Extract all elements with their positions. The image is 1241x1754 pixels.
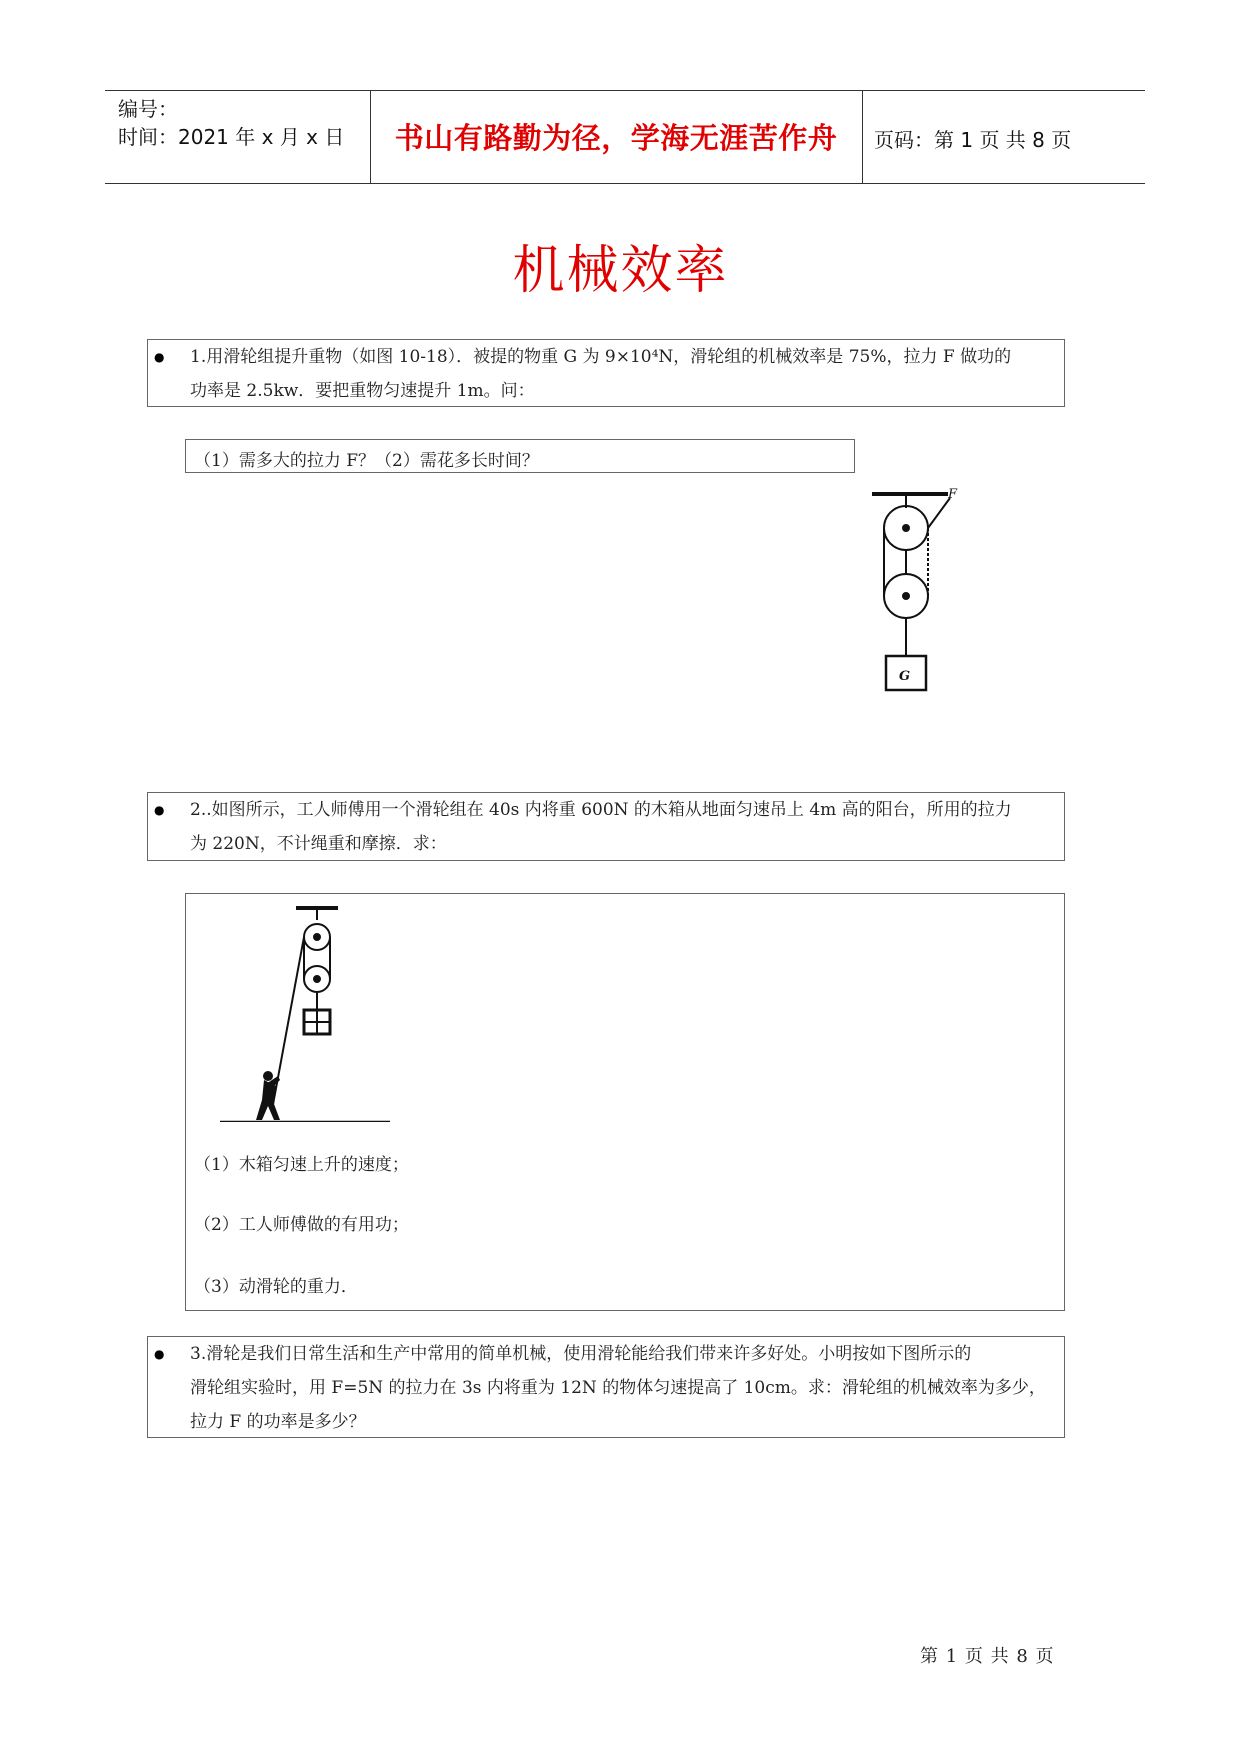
question-2-box	[147, 792, 1065, 861]
header-bottom-rule	[105, 183, 1145, 184]
pulley-block-figure	[868, 488, 958, 694]
figure-1-force-label: F	[948, 488, 958, 502]
question-1-sub-box	[185, 439, 855, 473]
page-title: 机械效率	[512, 241, 729, 301]
question-1-line-1: 1.用滑轮组提升重物（如图 10-18）．被提的物重 G 为 9×10⁴N，滑轮组的机械效率是 75%，拉力 F 做功的	[190, 347, 1012, 367]
question-1-box	[147, 339, 1065, 407]
header-number-label: 编号：	[118, 97, 178, 121]
question-2-line-1: 2..如图所示，工人师傅用一个滑轮组在 40s 内将重 600N 的木箱从地面匀速吊上 4m 高的阳台，所用的拉力	[190, 800, 1012, 820]
bullet-icon: ●	[154, 1347, 165, 1361]
question-3-text	[190, 1337, 1056, 1439]
question-2-sub-2: （2）工人师傅做的有用功；	[194, 1215, 409, 1235]
footer-page-number: 第 1 页 共 8 页	[920, 1646, 1055, 1667]
worker-pulley-figure	[200, 900, 390, 1122]
question-1-line-2: 功率是 2.5kw．要把重物匀速提升 1m。问：	[190, 381, 535, 401]
header-top-rule	[105, 90, 1145, 91]
figure-1-weight-label: G	[899, 669, 911, 684]
question-1-sub-text: （1）需多大的拉力 F？（2）需花多长时间？	[194, 451, 539, 471]
question-2-detail-box	[185, 893, 1065, 1311]
header-time-label: 时间：2021 年 x 月 x 日	[118, 125, 345, 149]
question-3-line-3: 拉力 F 的功率是多少？	[190, 1412, 366, 1432]
header-meta	[118, 95, 344, 151]
bullet-icon: ●	[154, 350, 165, 364]
question-2-text	[190, 793, 1056, 861]
header-motto: 书山有路勤为径，学海无涯苦作舟	[394, 121, 838, 155]
question-3-line-1: 3.滑轮是我们日常生活和生产中常用的简单机械，使用滑轮能给我们带来许多好处。小明按如下图所示的	[190, 1344, 972, 1364]
question-2-sub-1: （1）木箱匀速上升的速度；	[194, 1155, 409, 1175]
header-page-code: 页码：第 1 页 共 8 页	[874, 128, 1072, 152]
header-divider-right	[862, 91, 863, 184]
header-divider-left	[370, 91, 371, 184]
question-1-text	[190, 340, 1056, 408]
bullet-icon: ●	[154, 803, 165, 817]
question-3-box	[147, 1336, 1065, 1438]
question-3-line-2: 滑轮组实验时，用 F=5N 的拉力在 3s 内将重为 12N 的物体匀速提高了 10cm。求：滑轮组的机械效率为多少，	[190, 1378, 1046, 1398]
question-2-line-2: 为 220N，不计绳重和摩擦．求：	[190, 834, 447, 854]
question-2-sub-3: （3）动滑轮的重力．	[194, 1277, 358, 1297]
